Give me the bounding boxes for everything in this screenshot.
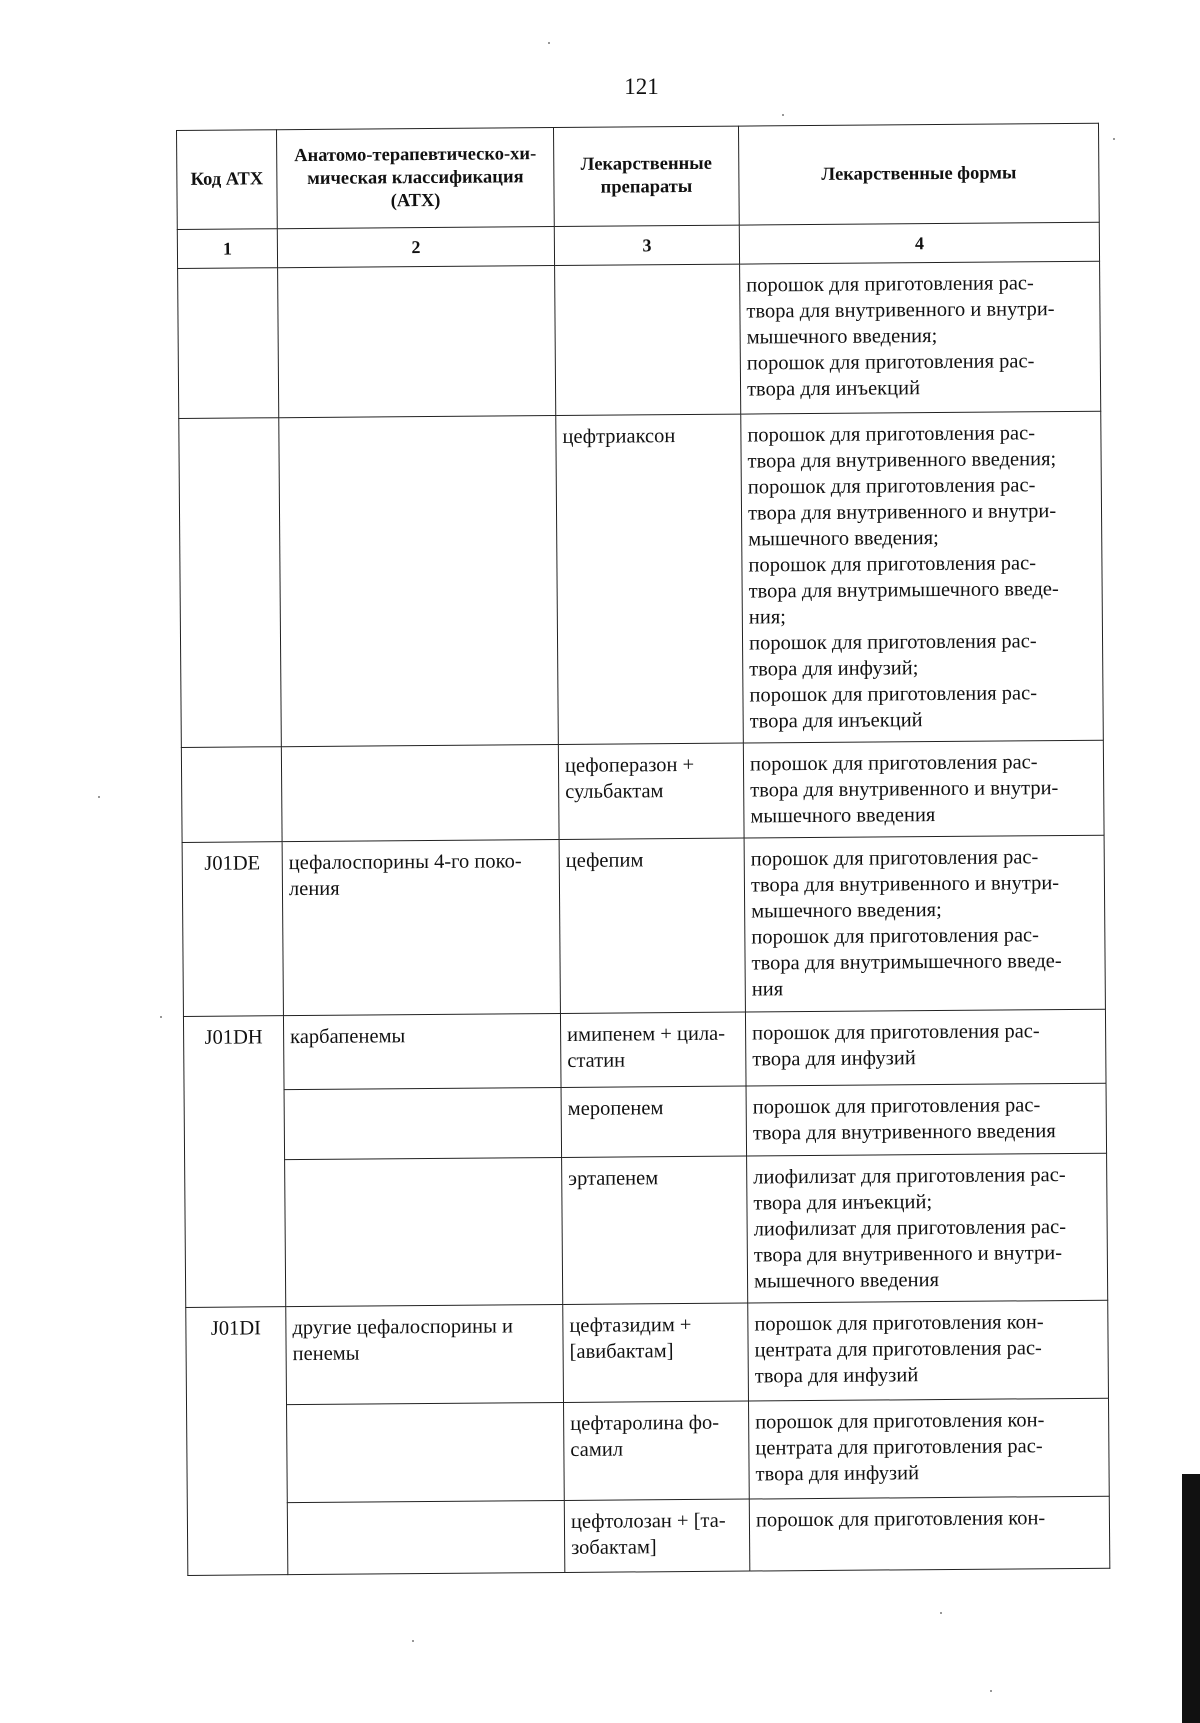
drug-cell [555,264,741,415]
table-row [183,1009,1106,1090]
dosage-forms-cell: порошок для приготовления рас- твора для внутривенного введения [746,1083,1107,1156]
classification-cell [279,416,559,747]
table-row [182,835,1105,1016]
classification-cell: другие цефалоспорины и пенемы [286,1304,564,1404]
column-number: 4 [739,222,1099,264]
scan-speck [1113,138,1115,140]
scan-speck [990,1690,992,1692]
column-number: 1 [177,229,277,269]
dosage-forms-cell: лиофилизат для приготовления рас- твора для инъекций; лиофилизат для приготовления рас- твора для внутривенного и внутри- мышечного введения [747,1153,1108,1303]
scan-speck [160,1016,162,1018]
atx-code-cell [179,418,282,748]
table-row [181,740,1104,842]
classification-cell [285,1158,563,1307]
atx-drug-table [176,123,1110,1576]
drug-cell: цефтаролина фо- самил [564,1401,750,1500]
classification-cell: карбапенемы [283,1014,561,1090]
drug-cell: цефепим [559,838,745,1013]
dosage-forms-cell: порошок для приготовления рас- твора для внутривенного и внутри- мышечного введения [743,740,1104,838]
drug-cell: цефтриаксон [556,414,744,744]
dosage-forms-cell: порошок для приготовления рас- твора для инфузий [745,1009,1106,1086]
dosage-forms-cell: порошок для приготовления кон- центрата для приготовления рас- твора для инфузий [749,1398,1110,1499]
table-row [187,1496,1110,1575]
atx-code-cell [181,747,282,843]
page-number: 121 [624,74,659,99]
classification-cell: цефалоспорины 4-го поко- ления [282,840,560,1016]
table-row [186,1300,1109,1405]
table-row [184,1083,1107,1160]
header-dosage-forms [738,123,1099,225]
dosage-forms-cell: порошок для приготовления рас- твора для внутривенного введения; порошок для приготовления рас- твора для внутривенного и внутри- мышечного введения; порошок для приготовления рас- твора для внутримышечного введе- ния; порошок для приготовления рас- твора для инфузий; порошок для приготовления рас- твора для инъекций [741,411,1104,743]
classification-cell [278,266,556,418]
scan-speck [782,114,784,116]
header-atx-code [177,130,278,230]
scan-speck [940,1612,942,1614]
header-row [177,123,1100,229]
header-drugs-text: Лекарственные препараты [580,153,712,198]
atx-code-cell: J01DE [182,842,283,1017]
drug-cell: цефоперазон + сульбактам [558,743,744,839]
drug-cell: цефтазидим + [авибактам] [563,1303,749,1402]
header-atx-code-text: Код АТХ [190,168,264,190]
atx-code-cell: J01DI [186,1307,288,1576]
table-row [187,1398,1110,1503]
drug-cell: эртапенем [562,1156,748,1304]
scan-speck [548,42,550,44]
scan-speck [412,1640,414,1642]
dosage-forms-cell: порошок для приготовления рас- твора для внутривенного и внутри- мышечного введения; порошок для приготовления рас- твора для внутримышечного введе- ния [744,835,1105,1012]
classification-cell [287,1500,565,1574]
drug-cell: цефтолозан + [та- зобактам] [564,1499,750,1572]
column-number: 3 [554,225,739,265]
header-dosage-forms-text: Лекарственные формы [821,162,1017,185]
dosage-forms-cell: порошок для приготовления рас- твора для внутривенного и внутри- мышечного введения; порошок для приготовления рас- твора для инъекций [740,261,1101,414]
classification-cell [287,1402,565,1502]
header-classification [277,128,555,229]
scan-speck [98,796,100,798]
header-drugs [553,126,739,226]
drug-cell: меропенем [561,1086,747,1157]
table-row [179,411,1104,747]
atx-code-cell [178,268,279,419]
drug-cell: имипенем + цила- статин [560,1012,746,1087]
dosage-forms-cell: порошок для приготовления кон- центрата для приготовления рас- твора для инфузий [748,1300,1109,1401]
column-number: 2 [277,227,554,268]
table-row [185,1153,1108,1307]
classification-cell [281,745,559,842]
atx-code-cell: J01DH [183,1016,285,1308]
dosage-forms-cell: порошок для приготовления кон- [749,1496,1110,1571]
header-classification-text: Анатомо-терапевтическо-хи- мическая классификация (АТХ) [294,143,537,211]
scan-edge-shadow [1182,1474,1200,1723]
classification-cell [284,1088,562,1160]
table-row [178,261,1101,418]
